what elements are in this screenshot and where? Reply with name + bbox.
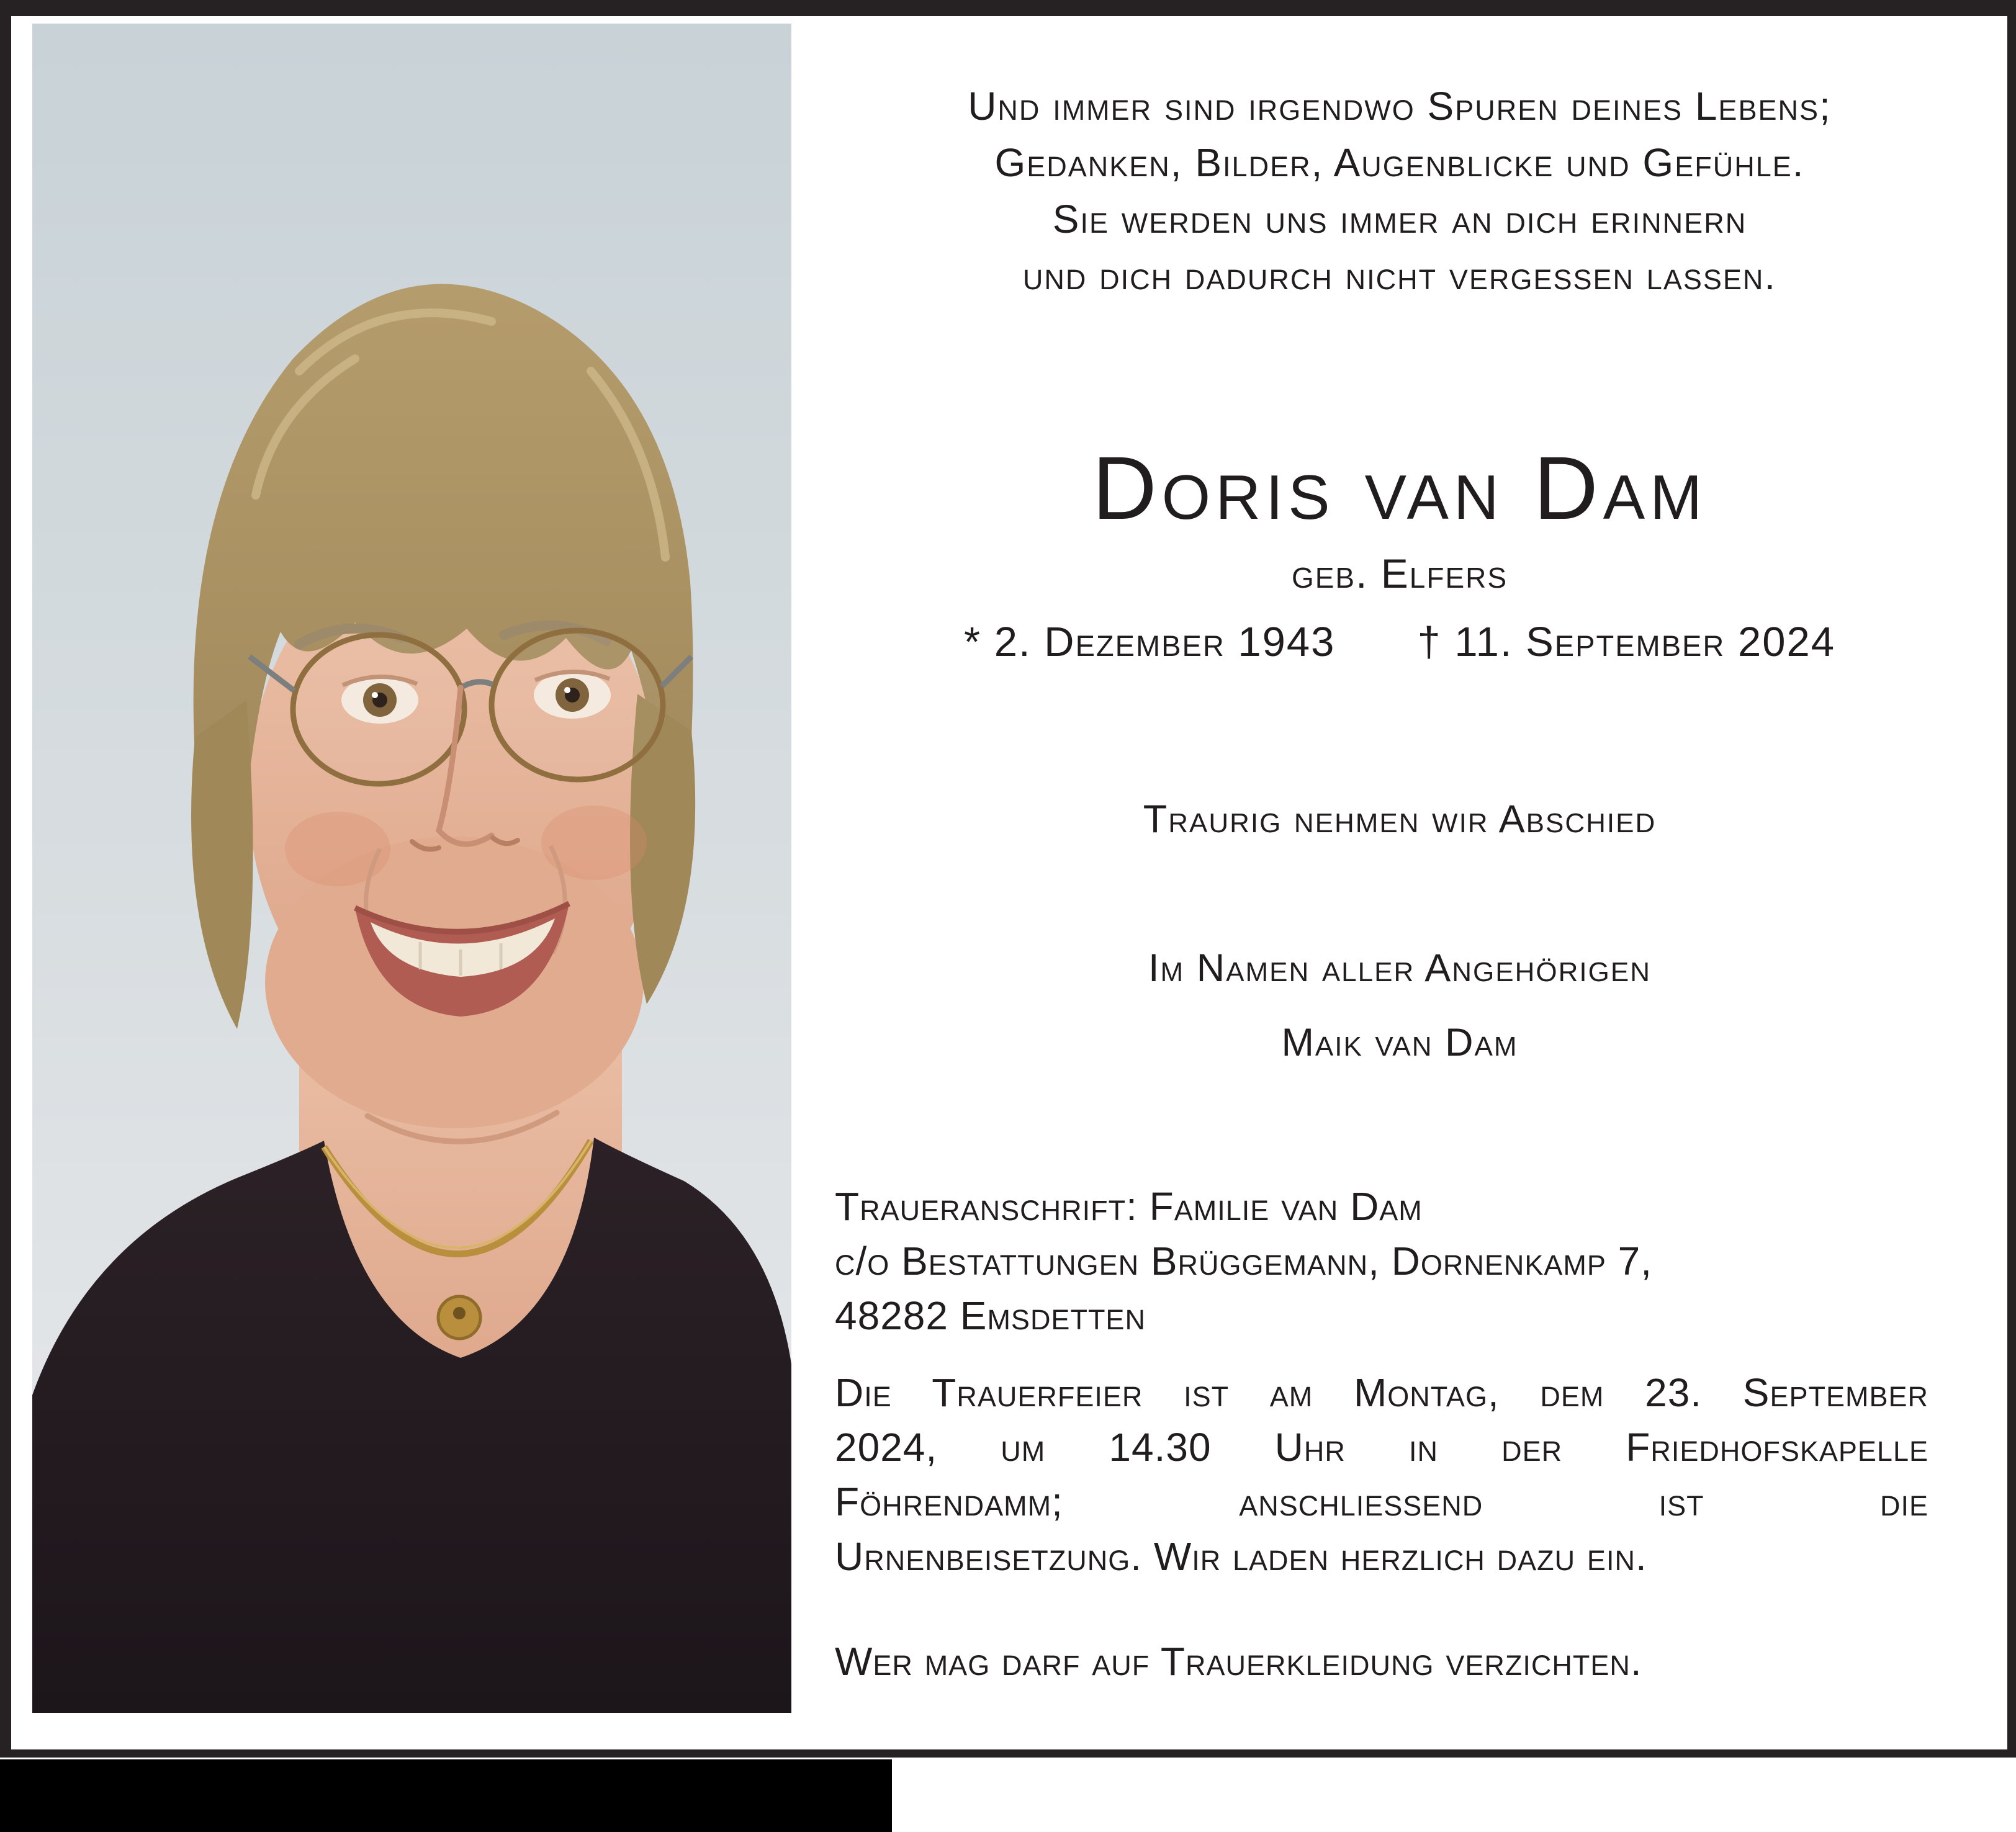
- poem-line: Und immer sind irgendwo Spuren deines Lebens;: [968, 84, 1832, 128]
- right-cheek: [541, 806, 647, 880]
- portrait-illustration: [32, 24, 791, 1713]
- life-dates: [791, 618, 2008, 666]
- redacted-area: [0, 1759, 892, 1832]
- poem-line: Sie werden uns immer an dich erinnern: [1052, 197, 1747, 241]
- ceremony-line: Die Trauerfeier ist am Montag, dem 23. September: [835, 1370, 1928, 1415]
- dress-code-note: Wer mag darf auf Trauerkleidung verzichten.: [835, 1639, 1642, 1684]
- death-date: † 11. September 2024: [1417, 619, 1835, 665]
- ceremony-line: Föhrendamm; anschliessend ist die: [835, 1480, 1928, 1524]
- necklace-pendant-hole: [453, 1307, 466, 1319]
- mourning-address: [835, 1179, 1928, 1343]
- address-line: Traueranschrift: Familie van Dam: [835, 1184, 1423, 1229]
- poem-line: Gedanken, Bilder, Augenblicke und Gefühle.: [994, 140, 1805, 185]
- deceased-name: Doris van Dam: [1092, 438, 1708, 538]
- ceremony-line: 2024, um 14.30 Uhr in der Friedhofskapelle: [835, 1425, 1928, 1470]
- address-line: 48282 Emsdetten: [835, 1293, 1146, 1338]
- in-name-of-line: Im Namen aller Angehörigen: [1148, 946, 1651, 990]
- ceremony-info: [835, 1365, 1928, 1584]
- mourner-name: Maik van Dam: [1281, 1021, 1518, 1064]
- address-line: c/o Bestattungen Brüggemann, Dornenkamp 7,: [835, 1239, 1653, 1283]
- ceremony-line: Urnenbeisetzung. Wir laden herzlich dazu ein.: [835, 1534, 1647, 1579]
- poem-line: und dich dadurch nicht vergessen lassen.: [1022, 253, 1777, 298]
- farewell-line: Traurig nehmen wir Abschied: [1143, 797, 1657, 841]
- memorial-poem: [791, 78, 2008, 304]
- portrait-photo: [32, 24, 791, 1713]
- left-cheek: [285, 812, 390, 886]
- maiden-name: geb. Elfers: [1291, 550, 1508, 596]
- birth-date: * 2. Dezember 1943: [964, 619, 1336, 665]
